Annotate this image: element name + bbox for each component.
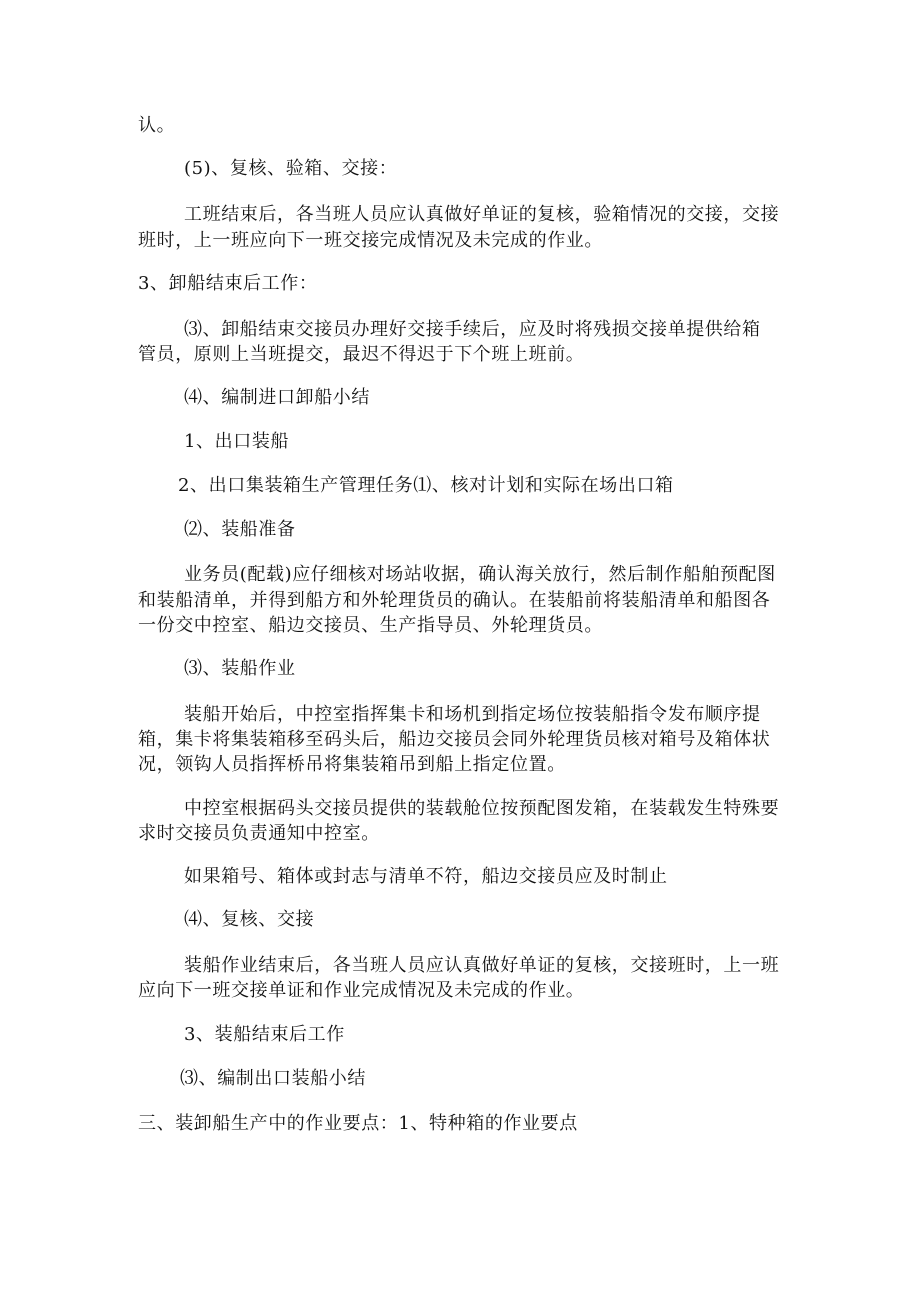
section-heading: ⑶、编制出口装船小结	[180, 1068, 366, 1089]
section-heading: ⑷、复核、交接	[184, 909, 315, 930]
paragraph-line: ⑶、卸船结束交接员办理好交接手续后，应及时将残损交接单提供给箱	[184, 319, 761, 340]
paragraph-line: 求时交接员负责通知中控室。	[138, 823, 380, 844]
paragraph-line: 箱，集卡将集装箱移至码头后，船边交接员会同外轮理货员核对箱号及箱体状	[138, 729, 771, 750]
paragraph-line: 班时，上一班应向下一班交接完成情况及未完成的作业。	[138, 230, 603, 251]
text-line: 认。	[138, 115, 176, 136]
section-heading: (5)、复核、验箱、交接：	[184, 158, 398, 179]
section-heading: 3、装船结束后工作	[184, 1024, 345, 1045]
paragraph-line: 中控室根据码头交接员提供的装载舱位按预配图发箱，在装载发生特殊要	[184, 798, 780, 819]
paragraph-line: 装船作业结束后，各当班人员应认真做好单证的复核，交接班时，上一班	[184, 955, 780, 976]
section-heading: ⑷、编制进口卸船小结	[184, 387, 370, 408]
paragraph-line: 和装船清单，并得到船方和外轮理货员的确认。在装船前将装船清单和船图各	[138, 590, 771, 611]
paragraph-line: 如果箱号、箱体或封志与清单不符，船边交接员应及时制止	[184, 866, 668, 887]
section-heading: ⑶、装船作业	[184, 658, 296, 679]
paragraph-line: 一份交中控室、船边交接员、生产指导员、外轮理货员。	[138, 615, 603, 636]
paragraph-line: 应向下一班交接单证和作业完成情况及未完成的作业。	[138, 980, 585, 1001]
section-heading: 1、出口装船	[184, 431, 290, 452]
paragraph-line: 况，领钩人员指挥桥吊将集装箱吊到船上指定位置。	[138, 754, 566, 775]
paragraph-line: 装船开始后，中控室指挥集卡和场机到指定场位按装船指令发布顺序提	[184, 704, 761, 725]
paragraph-line: 业务员(配载)应仔细核对场站收据，确认海关放行，然后制作船舶预配图	[184, 564, 776, 585]
paragraph-line: 管员，原则上当班提交，最迟不得迟于下个班上班前。	[138, 344, 585, 365]
paragraph-line: 工班结束后，各当班人员应认真做好单证的复核，验箱情况的交接，交接	[184, 204, 780, 225]
section-heading: 三、装卸船生产中的作业要点：1、特种箱的作业要点	[138, 1113, 578, 1134]
section-heading: 3、卸船结束后工作：	[138, 273, 318, 294]
section-heading: 2、出口集装箱生产管理任务⑴、核对计划和实际在场出口箱	[178, 475, 674, 496]
section-heading: ⑵、装船准备	[184, 519, 296, 540]
